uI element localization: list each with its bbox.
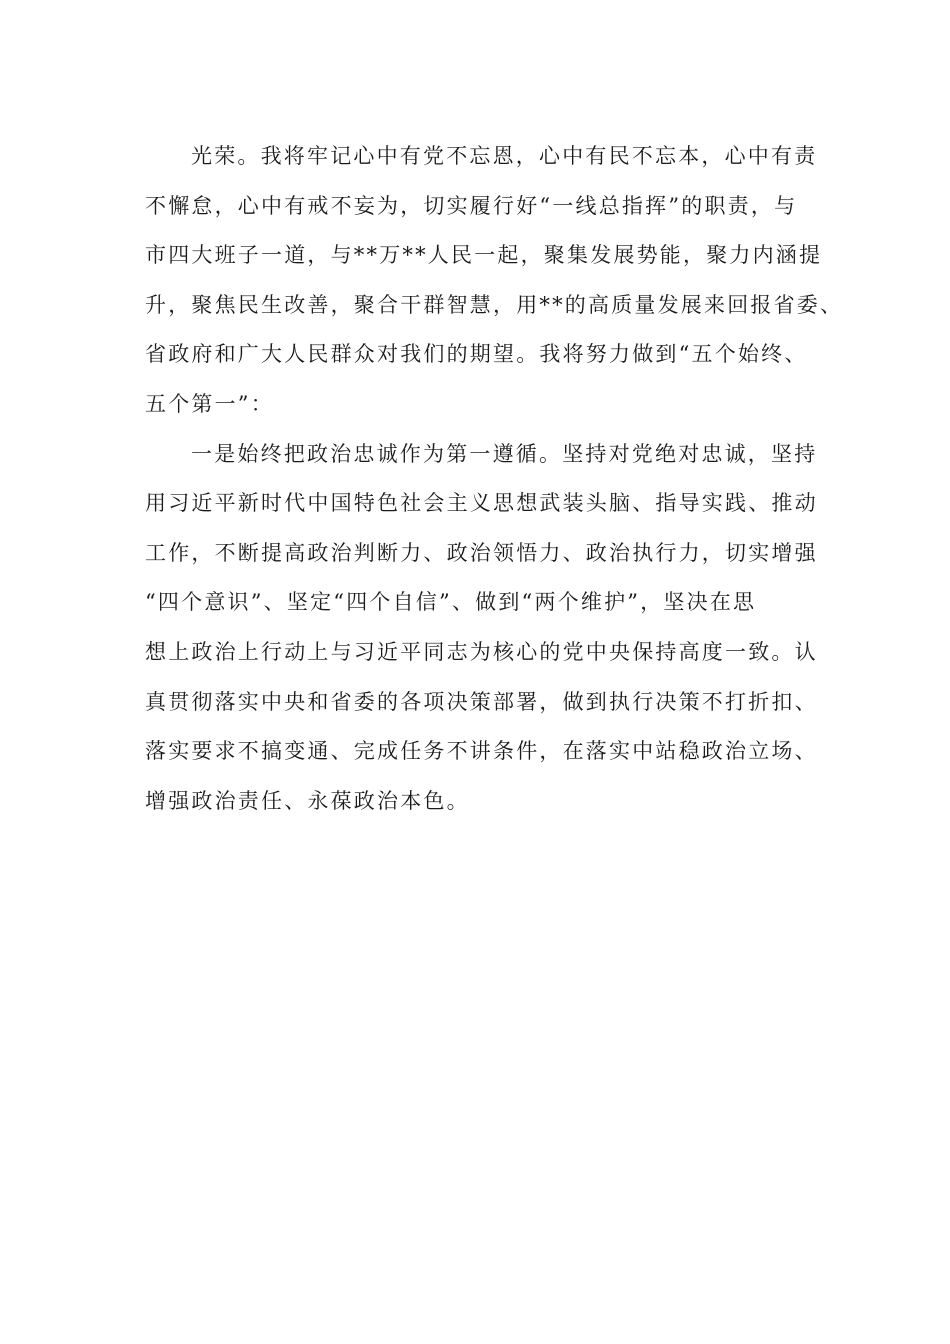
text-line: 落实要求不搞变通、完成任务不讲条件，在落实中站稳政治立场、: [145, 739, 818, 764]
text-line: 想上政治上行动上与习近平同志为核心的党中央保持高度一致。认: [145, 639, 818, 664]
document-body: [145, 132, 844, 826]
text-line: 一是始终把政治忠诚作为第一遵循。坚持对党绝对忠诚，坚持: [191, 441, 818, 466]
text-line: 用习近平新时代中国特色社会主义思想武装头脑、指导实践、推动: [145, 491, 818, 516]
text-line: 工作，不断提高政治判断力、政治领悟力、政治执行力，切实增强: [145, 540, 818, 565]
text-line: 光荣。我将牢记心中有党不忘恩，心中有民不忘本，心中有责: [191, 144, 818, 168]
text-line: 真贯彻落实中央和省委的各项决策部署，做到执行决策不打折扣、: [145, 689, 818, 714]
text-line: 市四大班子一道，与**万**人民一起，聚集发展势能，聚力内涵提: [145, 243, 823, 268]
text-line: 不懈怠，心中有戒不妄为，切实履行好“一线总指挥”的职责，与: [145, 193, 798, 218]
paragraph-2: [145, 430, 825, 827]
text-line: 省政府和广大人民群众对我们的期望。我将努力做到“五个始终、: [145, 342, 808, 367]
paragraph-1: [145, 132, 844, 430]
text-line: “四个意识”、坚定“四个自信”、做到“两个维护”，坚决在思: [145, 590, 757, 615]
text-line: 升，聚焦民生改善，聚合干群智慧，用**的高质量发展来回报省委、: [145, 292, 844, 317]
text-line: 五个第一”：: [145, 391, 274, 416]
text-line: 增强政治责任、永葆政治本色。: [145, 788, 470, 813]
